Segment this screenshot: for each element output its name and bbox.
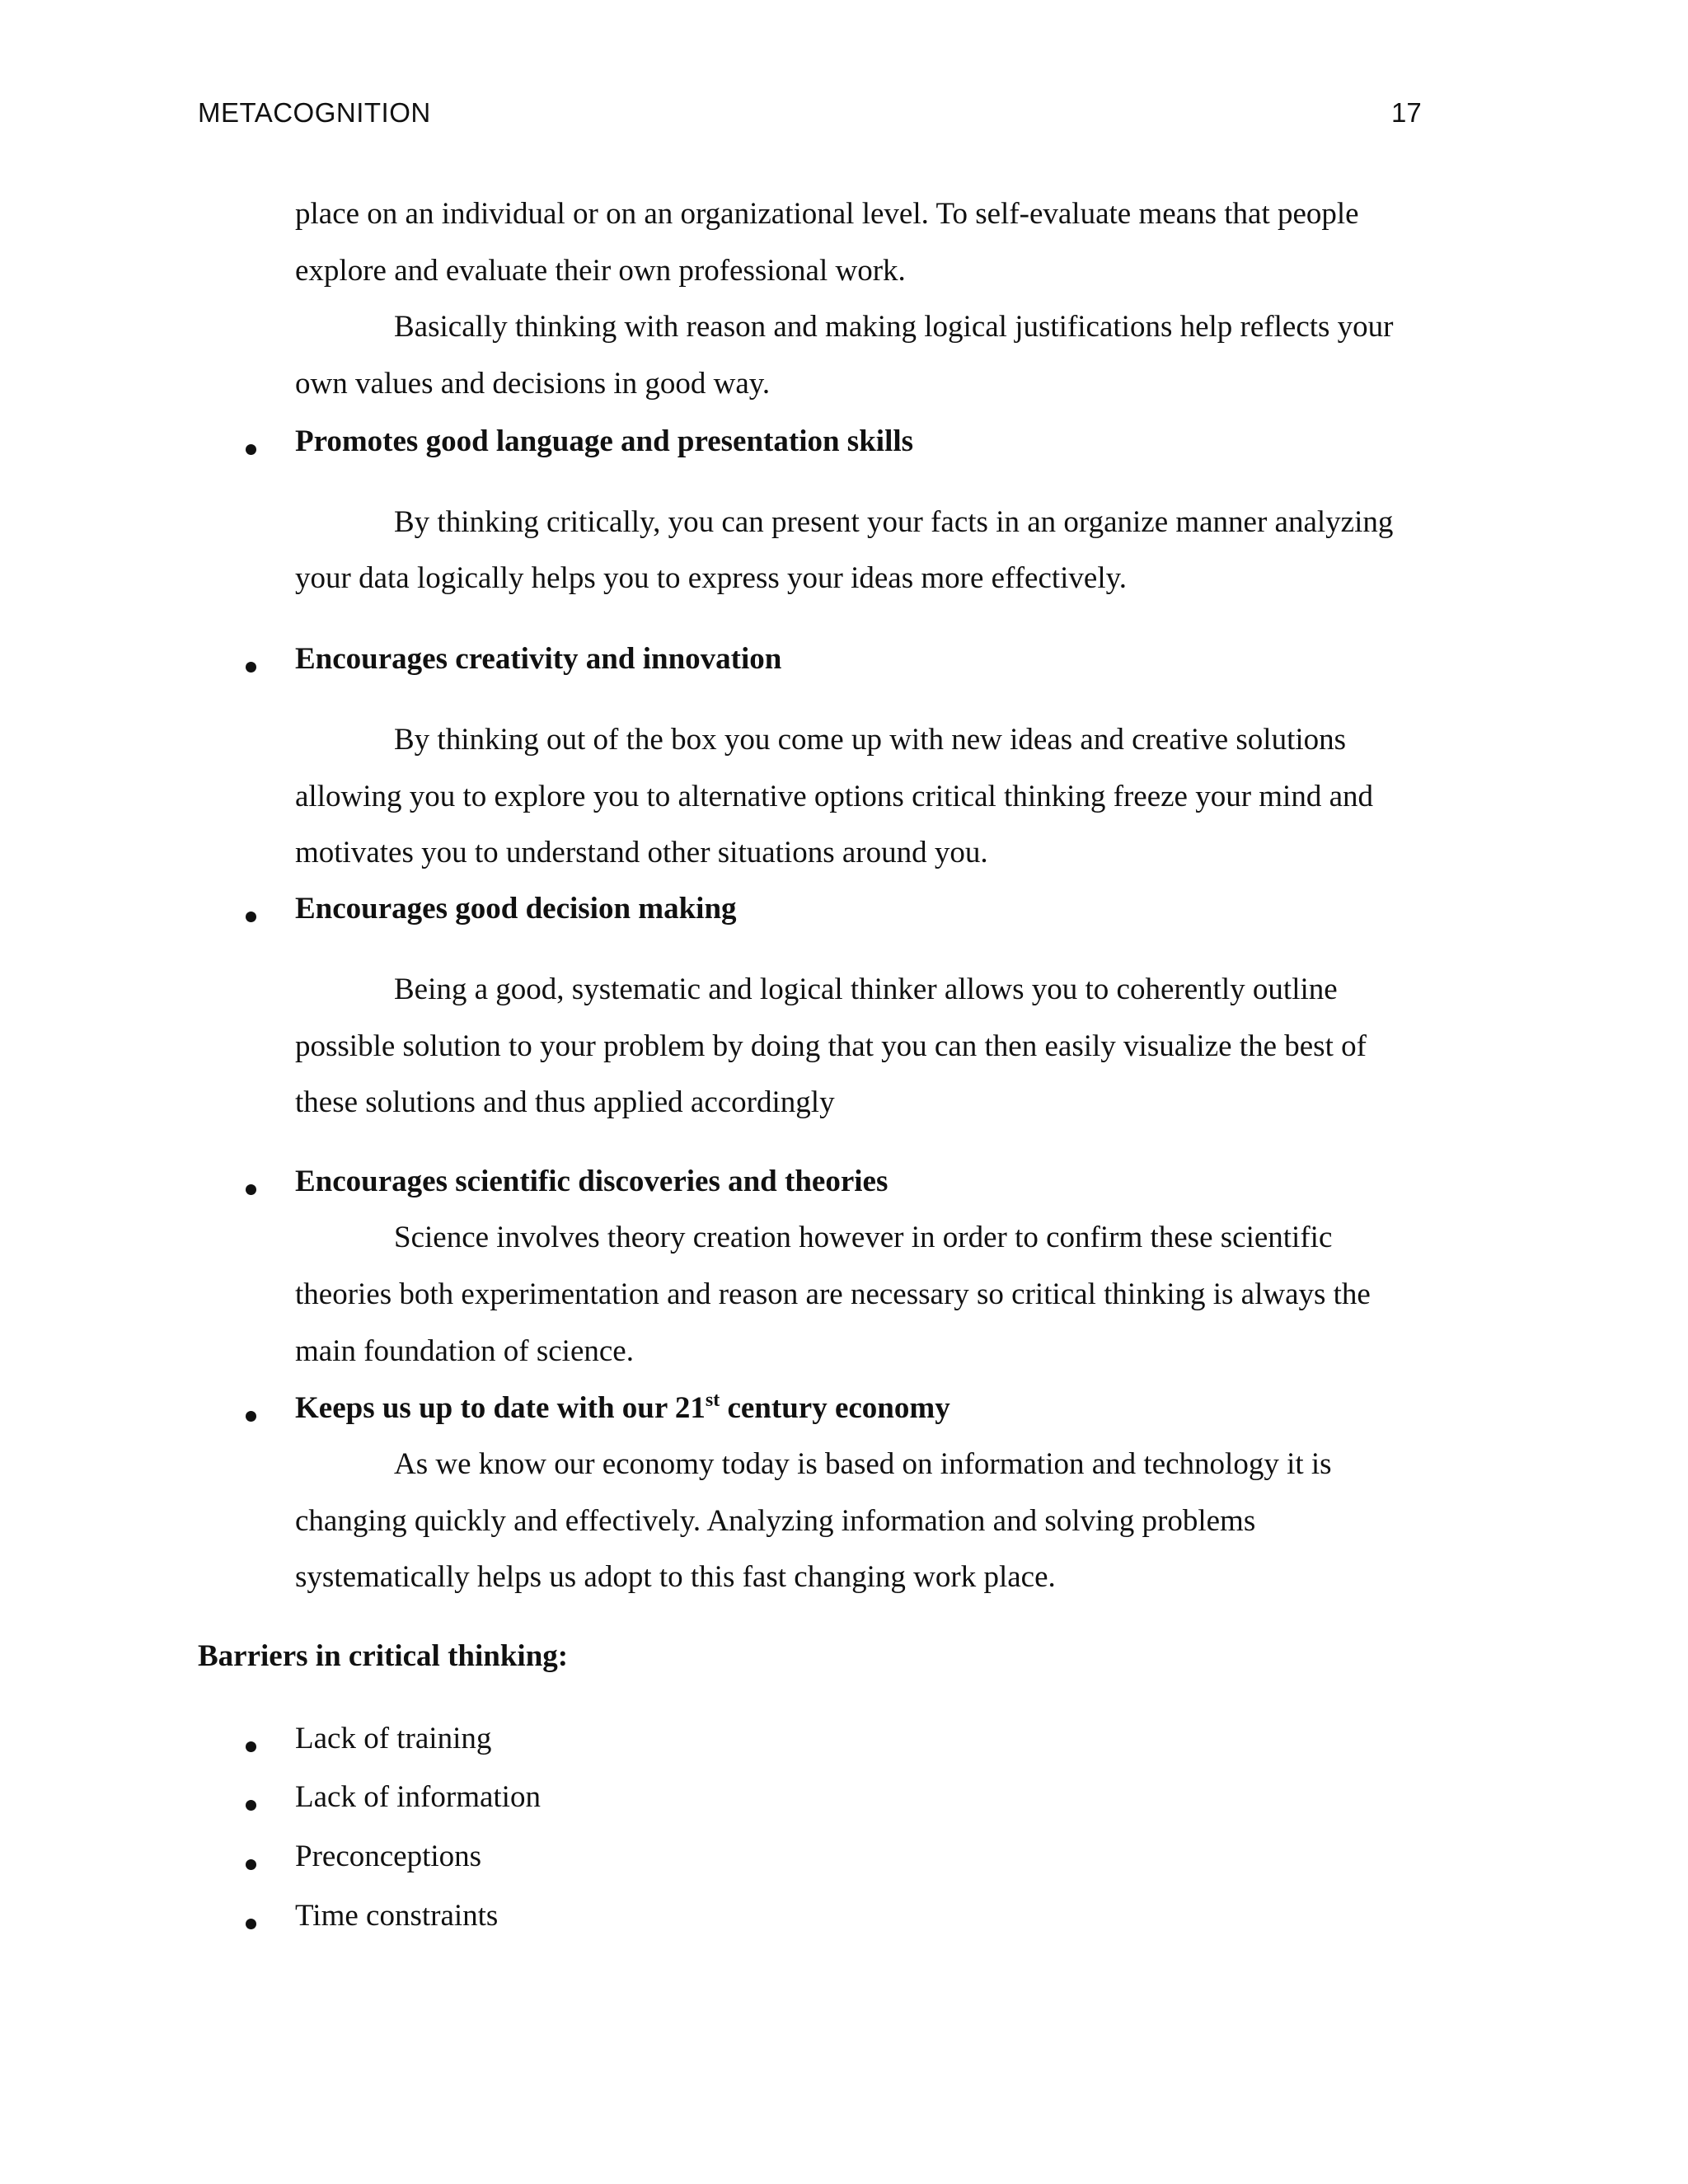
barrier-item-2: Lack of information: [295, 1780, 541, 1814]
bullet-icon: [246, 1800, 256, 1811]
bullet-icon: [246, 662, 256, 673]
bullet-icon: [246, 1919, 256, 1929]
benefit-2-line-1: By thinking out of the box you come up with new ideas and creative solutions: [394, 723, 1347, 757]
bullet-icon: [246, 1859, 256, 1870]
bullet-icon: [246, 912, 256, 922]
intro-line-3: Basically thinking with reason and making logical justifications help reflects your: [394, 310, 1394, 344]
intro-line-4: own values and decisions in good way.: [295, 367, 771, 401]
barrier-item-1: Lack of training: [295, 1722, 492, 1755]
benefit-3-line-2: possible solution to your problem by doing that you can then easily visualize the best of: [295, 1029, 1367, 1063]
page-number: 17: [1391, 97, 1422, 128]
benefit-1-line-2: your data logically helps you to express your ideas more effectively.: [295, 561, 1127, 595]
benefit-5-line-1: As we know our economy today is based on information and technology it is: [394, 1447, 1332, 1481]
superscript-ordinal: st: [705, 1390, 720, 1411]
benefit-2-line-2: allowing you to explore you to alternative options critical thinking freeze your mind and: [295, 780, 1374, 813]
bullet-icon: [246, 1741, 256, 1752]
bullet-icon: [246, 1411, 256, 1422]
benefit-heading-5: [295, 1390, 950, 1427]
benefit-heading-5-text: Keeps us up to date with our 21: [295, 1391, 706, 1425]
benefit-heading-4: Encourages scientific discoveries and theories: [295, 1165, 889, 1198]
running-head: METACOGNITION: [198, 97, 431, 128]
benefit-heading-5-text-end: century economy: [720, 1391, 950, 1425]
benefit-4-line-1: Science involves theory creation however in order to confirm these scientific: [394, 1221, 1333, 1254]
benefit-5-line-3: systematically helps us adopt to this fast changing work place.: [295, 1560, 1056, 1594]
barrier-item-3: Preconceptions: [295, 1840, 482, 1873]
benefit-3-line-3: these solutions and thus applied accordingly: [295, 1085, 835, 1119]
benefit-4-line-3: main foundation of science.: [295, 1334, 634, 1368]
benefit-4-line-2: theories both experimentation and reason are necessary so critical thinking is always the: [295, 1277, 1371, 1311]
benefit-2-line-3: motivates you to understand other situations around you.: [295, 836, 988, 869]
bullet-icon: [246, 1184, 256, 1195]
benefit-5-line-2: changing quickly and effectively. Analyzing information and solving problems: [295, 1504, 1256, 1538]
benefit-heading-1: Promotes good language and presentation skills: [295, 424, 914, 458]
barrier-item-4: Time constraints: [295, 1899, 499, 1933]
intro-line-2: explore and evaluate their own professional work.: [295, 254, 906, 288]
benefit-heading-2: Encourages creativity and innovation: [295, 642, 782, 676]
bullet-icon: [246, 444, 256, 455]
section-title-barriers: Barriers in critical thinking:: [198, 1639, 569, 1673]
benefit-3-line-1: Being a good, systematic and logical thinker allows you to coherently outline: [394, 972, 1338, 1006]
intro-line-1: place on an individual or on an organizational level. To self-evaluate means that people: [295, 197, 1359, 231]
benefit-1-line-1: By thinking critically, you can present your facts in an organize manner analyzing: [394, 505, 1394, 539]
benefit-heading-3: Encourages good decision making: [295, 892, 737, 926]
